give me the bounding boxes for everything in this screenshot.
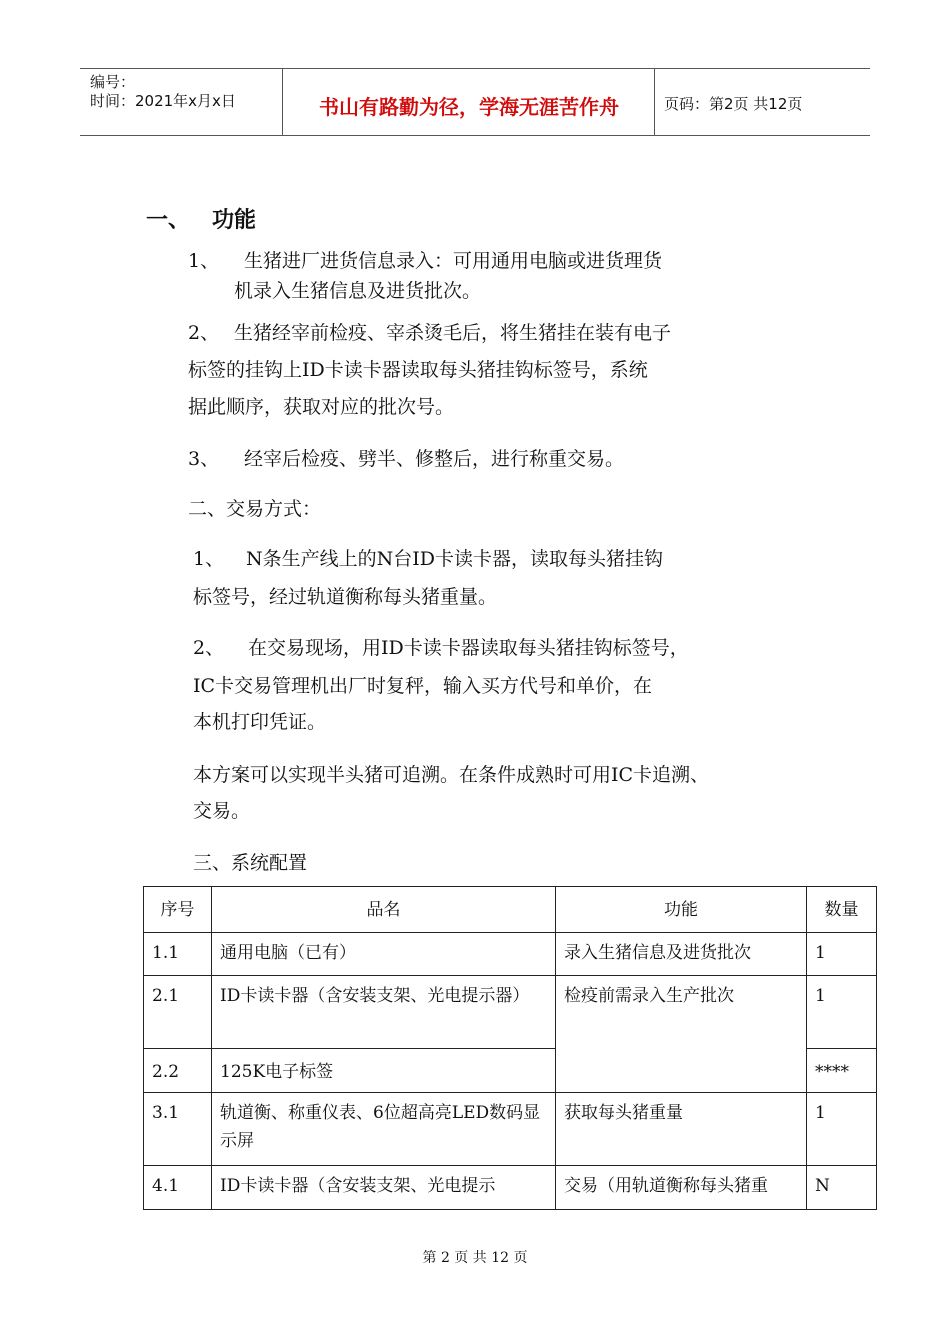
table-row [144,1093,877,1166]
list-item-number: 1、 [193,548,225,570]
section-number: 一、 [146,208,191,233]
header-motto: 书山有路勤为径，学海无涯苦作舟 [319,95,619,119]
list-item-text: 在交易现场，用ID卡读卡器读取每头猪挂钩标签号， [248,637,689,659]
header-number-label: 编号： [90,73,136,91]
page-footer: 第 2 页 共 12 页 [422,1250,528,1266]
header-top-rule [80,68,870,69]
list-item-text: 经宰后检疫、劈半、修整后，进行称重交易。 [244,448,625,470]
list-item-text: N条生产线上的N台ID卡读卡器，读取每头猪挂钩 [246,548,663,570]
list-item-number: 2、 [193,637,225,659]
list-item-number: 3、 [188,448,220,470]
header-divider [654,68,655,136]
list-item-text: 标签的挂钩上ID卡读卡器读取每头猪挂钩标签号，系统 [188,359,648,381]
header-page-label: 页码：第2页 共12页 [664,95,803,113]
list-item-text: 生猪进厂进货信息录入：可用通用电脑或进货理货 [244,250,663,272]
table-row [144,933,877,976]
list-item-text: 标签号，经过轨道衡称每头猪重量。 [193,586,498,608]
section-subheading: 二、交易方式： [188,498,322,520]
section-title: 功能 [212,208,257,233]
cell-seq: 1.1 [144,933,212,976]
cell-seq: 3.1 [144,1093,212,1166]
cell-function: 交易（用轨道衡称每头猪重 [556,1166,807,1210]
list-item-text: 生猪经宰前检疫、宰杀烫毛后，将生猪挂在装有电子 [234,322,672,344]
table-header-cell: 数量 [807,887,877,933]
header-bottom-rule [80,135,870,136]
cell-quantity: 1 [807,1093,877,1166]
list-item-text: 本机打印凭证。 [193,711,327,733]
section-subheading: 三、系统配置 [193,852,308,874]
section-heading [146,203,256,234]
list-item-text: 机录入生猪信息及进货批次。 [234,280,482,302]
cell-seq: 4.1 [144,1166,212,1210]
cell-name: 125K电子标签 [212,1049,556,1093]
cell-name: 通用电脑（已有） [212,933,556,976]
list-item-number: 1、 [188,250,220,272]
cell-quantity: 1 [807,976,877,1049]
config-table [143,886,877,1210]
header-time-label: 时间：2021年x月x日 [90,92,236,110]
cell-name: ID卡读卡器（含安装支架、光电提示器） [212,976,556,1049]
cell-name: 轨道衡、称重仪表、6位超高亮LED数码显示屏 [212,1093,556,1166]
note-text: 本方案可以实现半头猪可追溯。在条件成熟时可用IC卡追溯、 [193,764,710,786]
note-text: 交易。 [193,800,251,822]
table-header-cell: 功能 [556,887,807,933]
list-item-text: 据此顺序，获取对应的批次号。 [188,396,455,418]
table-header-row [144,887,877,933]
header-divider [282,68,283,136]
table-row [144,976,877,1049]
cell-name: ID卡读卡器（含安装支架、光电提示 [212,1166,556,1210]
cell-function: 获取每头猪重量 [556,1093,807,1166]
cell-seq: 2.1 [144,976,212,1049]
cell-quantity: N [807,1166,877,1210]
cell-function: 录入生猪信息及进货批次 [556,933,807,976]
cell-seq: 2.2 [144,1049,212,1093]
cell-function: 检疫前需录入生产批次 [556,976,807,1093]
cell-quantity: 1 [807,933,877,976]
list-item-text: IC卡交易管理机出厂时复秤，输入买方代号和单价，在 [193,675,653,697]
table-header-cell: 序号 [144,887,212,933]
list-item-number: 2、 [188,322,220,344]
cell-quantity: **** [807,1049,877,1093]
table-header-cell: 品名 [212,887,556,933]
table-row [144,1166,877,1210]
